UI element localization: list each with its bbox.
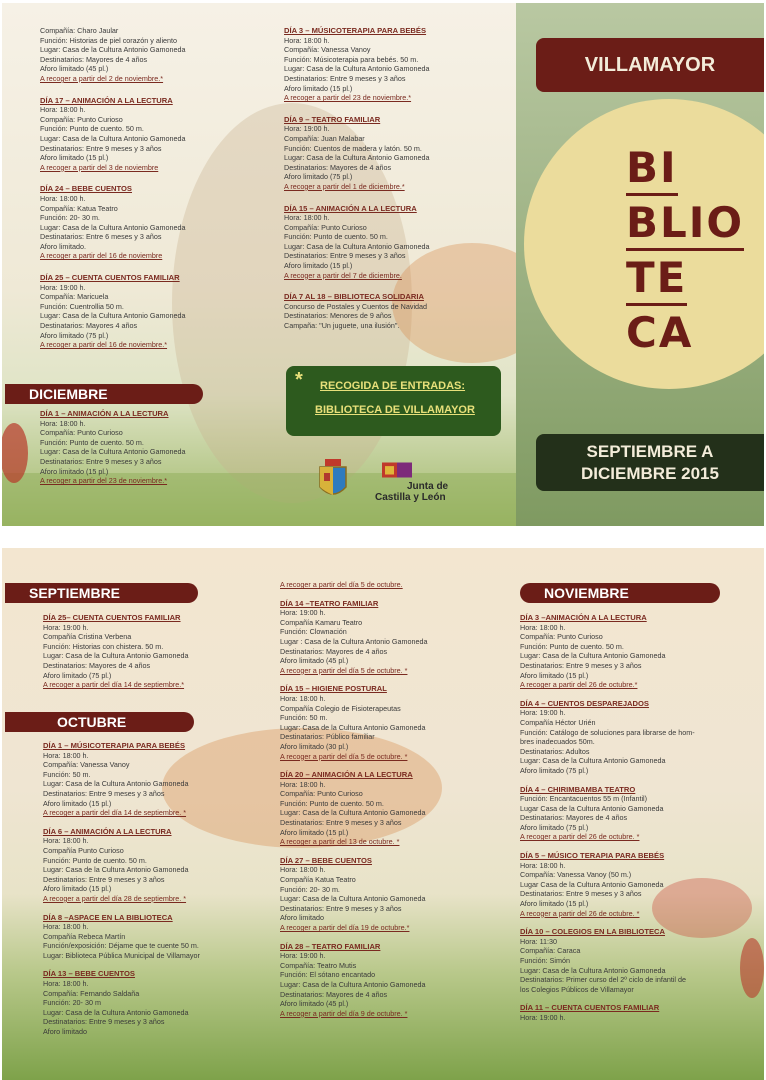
event-detail-line: Compañía: Punto Curioso <box>40 428 123 438</box>
event-detail-line: Hora: 18:00 h. <box>40 418 86 428</box>
event-detail-line: Aforo limitado (15 pl.) <box>284 261 353 271</box>
event-detail-line: Destinatarios: Mayores 4 años <box>40 321 138 331</box>
event-title: DÍA 7 AL 18 – BIBLIOTECA SOLIDARIA <box>284 292 424 302</box>
event-detail-line: Hora: 18:00 h. <box>43 922 89 932</box>
event-detail-line: Lugar: Casa de la Cultura Antonio Gamoneda <box>520 651 666 661</box>
event-title: DÍA 10 – COLEGIOS EN LA BIBLIOTECA <box>520 927 666 937</box>
event-detail-line: Hora: 18:00 h. <box>280 693 326 703</box>
ticket-pickup-note: A recoger a partir del día 5 de octubre. * <box>280 665 408 675</box>
event-detail-line: Destinatarios: Público familiar <box>280 732 375 742</box>
ticket-pickup-note: A recoger a partir del día 5 de octubre. * <box>280 751 408 761</box>
event-detail-line: Hora: 18:00 h. <box>284 213 330 223</box>
event-detail-line: Destinatarios: Entre 9 meses y 3 años <box>284 73 406 83</box>
event-detail-line: Hora: 18:00 h. <box>280 865 326 875</box>
event-entry <box>43 827 265 904</box>
event-detail-line: Lugar: Casa de la Cultura Antonio Gamoneda <box>43 865 189 875</box>
event-detail-line: Lugar: Casa de la Cultura Antonio Gamoneda <box>280 722 426 732</box>
event-detail-line: Campaña: "Un juguete, una ilusión". <box>284 321 400 331</box>
event-detail-line: Hora: 18:00 h. <box>43 750 89 760</box>
event-detail-line: Función: Punto de cuento. 50 m. <box>520 641 624 651</box>
event-detail-line: Hora: 19:00 h. <box>520 1012 566 1022</box>
event-entry <box>520 785 745 843</box>
event-detail-line: Destinatarios: Mayores de 4 años <box>284 162 392 172</box>
event-detail-line: Destinatarios: Menores de 9 años <box>284 311 392 321</box>
event-entry <box>43 613 265 690</box>
event-detail-line: Función: Punto de cuento. 50 m. <box>280 798 384 808</box>
event-title: DÍA 17 – ANIMACIÓN A LA LECTURA <box>40 95 173 105</box>
event-detail-line: Función: Encantacuentos 55 m (Infantil) <box>520 794 648 804</box>
month-banner-septiembre: SEPTIEMBRE <box>5 583 198 603</box>
month-banner-noviembre: NOVIEMBRE <box>520 583 720 603</box>
event-detail-line: Lugar Casa de la Cultura Antonio Gamoneda <box>520 879 664 889</box>
star-icon: * <box>295 369 303 391</box>
ticket-pickup-note: A recoger a partir del 1 de diciembre.* <box>284 181 405 191</box>
ticket-pickup-note: A recoger a partir del 2 de noviembre.* <box>40 73 164 83</box>
event-detail-line: Compañía: Katua Teatro <box>40 203 118 213</box>
event-title: DÍA 9 – TEATRO FAMILIAR <box>284 114 381 124</box>
event-detail-line: Aforo limitado (15 pl.) <box>284 83 353 93</box>
event-title: DÍA 6 – ANIMACIÓN A LA LECTURA <box>43 826 172 836</box>
event-entry <box>40 96 250 173</box>
event-title: DÍA 28 – TEATRO FAMILIAR <box>280 941 381 951</box>
event-detail-line: Hora: 18:00 h. <box>520 860 566 870</box>
event-detail-line: Compañía Colegio de Fisioterapeutas <box>280 703 401 713</box>
event-detail-line: Aforo limitado (15 pl.) <box>40 466 109 476</box>
event-entry <box>520 699 745 776</box>
event-entry <box>43 969 265 1036</box>
event-detail-line: Hora: 18:00 h. <box>40 193 86 203</box>
event-detail-line: Función: Cuentos de madera y latón. 50 m. <box>284 143 422 153</box>
event-detail-line: Destinatarios: Entre 9 meses y 3 años <box>520 889 642 899</box>
biblioteca-title-line: CA <box>626 308 694 357</box>
event-detail-line: Aforo limitado (15 pl.) <box>520 670 589 680</box>
event-detail-line: los Colegios Públicos de Villamayor <box>520 984 634 994</box>
event-detail-line: Destinatarios: Entre 9 meses y 3 años <box>40 456 162 466</box>
event-detail-line: Lugar: Casa de la Cultura Antonio Gamoneda <box>40 447 186 457</box>
event-detail-line: Hora: 19:00 h. <box>280 608 326 618</box>
event-detail-line: Lugar: Casa de la Cultura Antonio Gamoneda <box>40 45 186 55</box>
ticket-pickup-note: A recoger a partir del 16 de noviembre <box>40 251 163 261</box>
event-title: DÍA 8 –ASPACE EN LA BIBLIOTECA <box>43 912 173 922</box>
event-entry <box>43 741 265 818</box>
event-detail-line: Lugar: Casa de la Cultura Antonio Gamoneda <box>280 979 426 989</box>
event-detail-line: Hora: 18:00 h. <box>43 836 89 846</box>
month-banner-octubre: OCTUBRE <box>5 712 194 732</box>
event-title: DÍA 14 –TEATRO FAMILIAR <box>280 598 379 608</box>
ticket-pickup-note: A recoger a partir del 23 de noviembre.* <box>40 476 168 486</box>
bottom-column-1-septiembre <box>43 613 265 698</box>
ticket-pickup-note: A recoger a partir del 7 de diciembre. <box>284 270 402 280</box>
event-detail-line: Lugar Casa de la Cultura Antonio Gamoneda <box>520 803 664 813</box>
event-detail-line: Lugar: Casa de la Cultura Antonio Gamoneda <box>520 965 666 975</box>
event-detail-line: Destinatarios: Mayores de 4 años <box>280 646 388 656</box>
dates-line-2: DICIEMBRE 2015 <box>581 464 719 483</box>
event-detail-line: Lugar: Casa de la Cultura Antonio Gamoneda <box>280 894 426 904</box>
ticket-pickup-note: A recoger a partir del día 14 de septiembre. * <box>43 808 187 818</box>
event-detail-line: Destinatarios: Adultos <box>520 746 590 756</box>
event-title: DÍA 1 – ANIMACIÓN A LA LECTURA <box>40 409 169 418</box>
event-detail-line: Compañía: Punto Curioso <box>520 632 603 642</box>
event-detail-line: Destinatarios: Mayores de 4 años <box>40 54 148 64</box>
event-detail-line: Compañía: Punto Curioso <box>284 222 367 232</box>
event-detail-line: Hora: 19:00 h. <box>43 622 89 632</box>
event-title: DÍA 13 – BEBE CUENTOS <box>43 969 135 979</box>
event-entry <box>520 851 745 918</box>
junta-castilla-leon-text: Junta de Castilla y León <box>375 481 449 503</box>
ticket-line-1: RECOGIDA DE ENTRADAS: <box>320 380 466 392</box>
event-detail-line: Destinatarios: Entre 9 meses y 3 años <box>43 874 165 884</box>
event-detail-line: Destinatarios: Mayores de 4 años <box>280 989 388 999</box>
event-detail-line: Lugar: Casa de la Cultura Antonio Gamoneda <box>284 153 430 163</box>
event-detail-line: Función: Cuentrollia 50 m. <box>40 301 124 311</box>
event-detail-line: Destinatarios: Entre 9 meses y 3 años <box>43 788 165 798</box>
ticket-pickup-note: A recoger a partir del 26 de octubre. * <box>520 908 640 918</box>
event-detail-line: Compañía Cristina Verbena <box>43 632 132 642</box>
event-title: DÍA 27 – BEBE CUENTOS <box>280 855 372 865</box>
event-entry <box>284 26 499 103</box>
bottom-column-1-octubre <box>43 741 265 1046</box>
event-detail-line: Función: 20- 30 m. <box>280 884 340 894</box>
event-detail-line: Función: 20- 30 m <box>43 998 101 1008</box>
ticket-line-2: BIBLIOTECA DE VILLAMAYOR <box>315 404 475 416</box>
event-detail-line: Aforo limitado <box>280 913 324 923</box>
event-detail-line: Aforo limitado (15 pl.) <box>43 884 112 894</box>
event-detail-line: Función: Punto de cuento. 50 m. <box>40 124 144 134</box>
ticket-pickup-note: A recoger a partir del 13 de octubre. * <box>280 837 400 847</box>
event-detail-line: Aforo limitado (30 pl.) <box>280 741 349 751</box>
event-detail-line: Compañía: Maricuela <box>40 292 109 302</box>
event-detail-line: Destinatarios: Entre 9 meses y 3 años <box>280 818 402 828</box>
event-detail-line: Compañía Héctor Urién <box>520 717 596 727</box>
event-entry <box>280 770 505 847</box>
event-detail-line: Función: Historias con chistera. 50 m. <box>43 641 164 651</box>
event-detail-line: Aforo limitado (75 pl.) <box>284 172 353 182</box>
event-detail-line: Lugar: Biblioteca Pública Municipal de Villamayor <box>43 950 200 960</box>
event-detail-line: Compañía: Vanessa Vanoy <box>43 760 130 770</box>
ticket-pickup-box <box>286 366 501 436</box>
event-detail-line: Aforo limitado (15 pl.) <box>43 798 112 808</box>
event-detail-line: Concurso de Postales y Cuentos de Navidad <box>284 301 428 311</box>
event-detail-line: Función: 20- 30 m. <box>40 213 100 223</box>
event-detail-line: Aforo limitado (15 pl.) <box>40 153 109 163</box>
event-detail-line: Destinatarios: Entre 9 meses y 3 años <box>284 251 406 261</box>
bottom-column-3 <box>520 613 745 1032</box>
event-detail-line: Lugar: Casa de la Cultura Antonio Gamoneda <box>284 241 430 251</box>
event-detail-line: Aforo limitado (75 pl.) <box>520 765 589 775</box>
event-entry <box>280 580 505 590</box>
event-detail-line: Compañía Rebeca Martín <box>43 931 126 941</box>
event-detail-line: Aforo limitado (75 pl.) <box>43 670 112 680</box>
ticket-pickup-note: A recoger a partir del 26 de octubre. * <box>520 832 640 842</box>
event-detail-line: bres inadecuados 50m. <box>520 737 595 747</box>
event-entry <box>40 273 250 350</box>
event-entry <box>280 599 505 676</box>
event-detail-line: Aforo limitado (75 pl.) <box>520 822 589 832</box>
event-title: DÍA 25– CUENTA CUENTOS FAMILIAR <box>43 613 181 622</box>
event-detail-line: Hora: 18:00 h. <box>280 779 326 789</box>
event-detail-line: Destinatarios: Mayores de 4 años <box>520 813 628 823</box>
event-detail-line: Destinatarios: Entre 9 meses y 3 años <box>520 660 642 670</box>
event-detail-line: Compañía: Charo Jaular <box>40 26 119 35</box>
event-title: DÍA 20 – ANIMACIÓN A LA LECTURA <box>280 770 413 780</box>
event-detail-line: Función: Simón <box>520 956 570 965</box>
event-title: DÍA 15 – ANIMACIÓN A LA LECTURA <box>284 203 417 213</box>
event-entry <box>520 1003 745 1022</box>
top-column-1-diciembre <box>40 409 250 494</box>
event-entry <box>40 26 250 84</box>
event-detail-line: Aforo limitado <box>43 1027 87 1037</box>
biblioteca-title-line: BLIO <box>626 198 744 251</box>
event-detail-line: Compañía: Punto Curioso <box>280 789 363 799</box>
event-entry <box>280 856 505 933</box>
event-detail-line: Función: Músicoterapia para bebés. 50 m. <box>284 54 419 64</box>
event-detail-line: Lugar: Casa de la Cultura Antonio Gamoneda <box>40 222 186 232</box>
event-detail-line: Hora: 19:00 h. <box>280 951 326 961</box>
event-detail-line: Hora: 19:00 h. <box>520 708 566 718</box>
event-title: DÍA 3 – MÚSICOTERAPIA PARA BEBÉS <box>284 26 427 35</box>
event-detail-line: Destinatarios: Entre 9 meses y 3 años <box>280 903 402 913</box>
ticket-pickup-note: A recoger a partir del 16 de noviembre.* <box>40 340 168 350</box>
event-detail-line: Lugar : Casa de la Cultura Antonio Gamoneda <box>280 636 428 646</box>
event-detail-line: Lugar: Casa de la Cultura Antonio Gamoneda <box>40 311 186 321</box>
event-entry <box>40 184 250 261</box>
ticket-pickup-note: A recoger a partir del día 5 de octubre. <box>280 580 403 589</box>
ticket-pickup-note: A recoger a partir del día 14 de septiembre.* <box>43 680 185 690</box>
event-title: DÍA 4 – CHIRIMBAMBA TEATRO <box>520 784 636 794</box>
event-detail-line: Aforo limitado (45 pl.) <box>280 656 349 666</box>
villamayor-coat-of-arms-logo <box>318 457 348 503</box>
event-detail-line: Hora: 19:00 h. <box>40 282 86 292</box>
event-detail-line: Función: Clownación <box>280 627 347 637</box>
event-detail-line: Compañía Kamaru Teatro <box>280 617 363 627</box>
event-detail-line: Compañía: Vanessa Vanoy (50 m.) <box>520 870 632 880</box>
season-dates-banner <box>536 434 764 491</box>
event-detail-line: Aforo limitado. <box>40 241 86 251</box>
biblioteca-title <box>626 143 756 360</box>
event-title: DÍA 15 – HIGIENE POSTURAL <box>280 684 387 694</box>
event-detail-line: Función/exposición: Déjame que te cuente 50 m. <box>43 941 199 951</box>
ticket-pickup-note: A recoger a partir del día 19 de octubre.* <box>280 923 410 932</box>
top-column-1 <box>40 26 250 362</box>
town-title: VILLAMAYOR <box>536 38 764 92</box>
event-entry <box>520 927 745 994</box>
event-detail-line: Hora: 18:00 h. <box>284 35 330 45</box>
event-detail-line: Compañía: Vanessa Vanoy <box>284 45 371 55</box>
event-entry <box>284 115 499 192</box>
event-detail-line: Aforo limitado (15 pl.) <box>280 827 349 837</box>
event-detail-line: Compañía: Punto Curioso <box>40 114 123 124</box>
ticket-pickup-note: A recoger a partir del 23 de noviembre.* <box>284 93 412 103</box>
ticket-pickup-note: A recoger a partir del día 28 de septiembre. * <box>43 893 187 903</box>
event-detail-line: Hora: 19:00 h. <box>284 124 330 134</box>
event-title: DÍA 3 –ANIMACIÓN A LA LECTURA <box>520 613 647 622</box>
event-title: DÍA 24 – BEBE CUENTOS <box>40 184 132 194</box>
month-banner-diciembre: DICIEMBRE <box>5 384 203 404</box>
event-entry <box>284 204 499 281</box>
biblioteca-title-line: TE <box>626 253 687 306</box>
event-detail-line: Hora: 18:00 h. <box>43 979 89 989</box>
event-detail-line: Aforo limitado (45 pl.) <box>280 999 349 1009</box>
event-detail-line: Destinatarios: Entre 9 meses y 3 años <box>43 1017 165 1027</box>
event-detail-line: Compañía: Caraca <box>520 946 581 956</box>
event-detail-line: Lugar: Casa de la Cultura Antonio Gamoneda <box>43 651 189 661</box>
event-detail-line: Función: Punto de cuento. 50 m. <box>284 232 388 242</box>
event-entry <box>520 613 745 690</box>
event-detail-line: Compañía Punto Curioso <box>43 845 124 855</box>
event-title: DÍA 4 – CUENTOS DESPAREJADOS <box>520 698 649 708</box>
event-detail-line: Lugar: Casa de la Cultura Antonio Gamoneda <box>280 808 426 818</box>
event-detail-line: Hora: 18:00 h. <box>40 105 86 115</box>
event-title: DÍA 11 – CUENTA CUENTOS FAMILIAR <box>520 1003 660 1013</box>
event-detail-line: Función: Punto de cuento. 50 m. <box>40 437 144 447</box>
dates-line-1: SEPTIEMBRE A <box>586 442 714 461</box>
event-entry <box>43 913 265 961</box>
event-detail-line: Destinatarios: Mayores de 4 años <box>43 660 151 670</box>
event-detail-line: Destinatarios: Primer curso del 2º ciclo de infantil de <box>520 975 687 985</box>
event-detail-line: Lugar: Casa de la Cultura Antonio Gamoneda <box>520 756 666 766</box>
event-detail-line: Compañía Katua Teatro <box>280 875 356 885</box>
event-detail-line: Función: 50 m. <box>280 713 328 723</box>
ticket-pickup-note: A recoger a partir del 26 de octubre.* <box>520 680 638 690</box>
top-column-2 <box>284 26 499 343</box>
event-detail-line: Destinatarios: Entre 9 meses y 3 años <box>40 143 162 153</box>
event-detail-line: Aforo limitado (75 pl.) <box>40 330 109 340</box>
ticket-pickup-note: A recoger a partir del día 9 de octubre. * <box>280 1008 408 1018</box>
event-entry <box>280 942 505 1019</box>
event-title: DÍA 1 – MÚSICOTERAPIA PARA BEBÉS <box>43 741 186 750</box>
event-title: DÍA 25 – CUENTA CUENTOS FAMILIAR <box>40 273 180 283</box>
event-detail-line: Compañía: Juan Malabar <box>284 133 365 143</box>
event-detail-line: Hora: 18:00 h. <box>520 622 566 632</box>
event-detail-line: Función: Historias de piel corazón y aliento <box>40 35 178 45</box>
event-entry <box>284 292 499 330</box>
ticket-pickup-note: A recoger a partir del 3 de noviembre <box>40 162 159 172</box>
event-detail-line: Función: El sótano encantado <box>280 970 376 980</box>
event-detail-line: Función: 50 m. <box>43 769 91 779</box>
event-title: DÍA 5 – MÚSICO TERAPIA PARA BEBÉS <box>520 851 665 861</box>
event-entry <box>40 409 250 486</box>
event-detail-line: Aforo limitado (15 pl.) <box>520 899 589 909</box>
event-detail-line: Compañía: Fernando Saldaña <box>43 988 140 998</box>
event-detail-line: Destinatarios: Entre 6 meses y 3 años <box>40 232 162 242</box>
event-detail-line: Lugar: Casa de la Cultura Antonio Gamoneda <box>43 779 189 789</box>
event-entry <box>280 684 505 761</box>
event-detail-line: Compañía: Teatro Mutis <box>280 960 357 970</box>
event-detail-line: Lugar: Casa de la Cultura Antonio Gamoneda <box>284 64 430 74</box>
bottom-column-2 <box>280 580 505 1027</box>
event-detail-line: Lugar: Casa de la Cultura Antonio Gamoneda <box>43 1007 189 1017</box>
biblioteca-title-line: BI <box>626 143 678 196</box>
event-detail-line: Aforo limitado (45 pl.) <box>40 64 109 74</box>
event-detail-line: Lugar: Casa de la Cultura Antonio Gamoneda <box>40 133 186 143</box>
event-detail-line: Función: Punto de cuento. 50 m. <box>43 855 147 865</box>
junta-castilla-leon-logo <box>382 457 412 483</box>
event-detail-line: Función: Catálogo de soluciones para librarse de hom- <box>520 727 695 737</box>
event-detail-line: Hora: 11:30 <box>520 936 558 946</box>
